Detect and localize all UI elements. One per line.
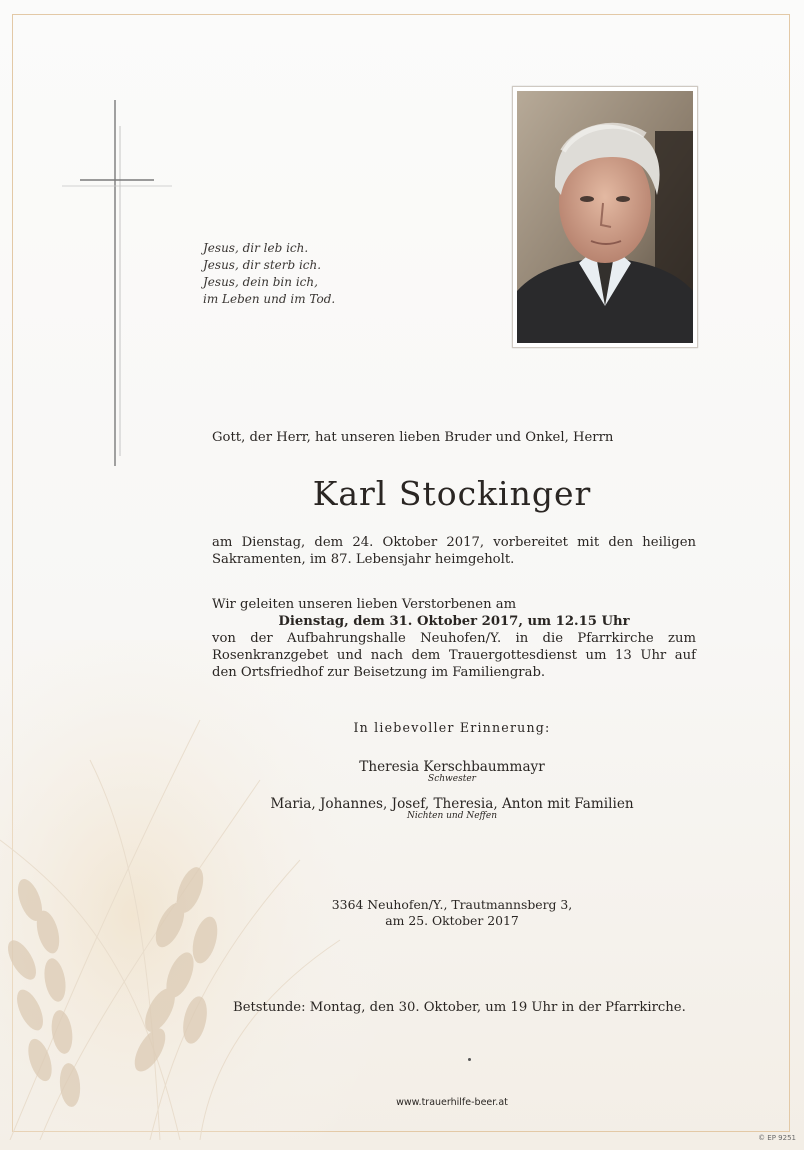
portrait-frame: [512, 86, 698, 348]
prayer-line: Jesus, dir sterb ich.: [203, 258, 322, 272]
mourner-name: Theresia Kerschbaummayr: [359, 759, 545, 775]
website-link[interactable]: www.trauerhilfe-beer.at: [396, 1097, 508, 1108]
prayer-line: im Leben und im Tod.: [203, 292, 336, 306]
funeral-line: Rosenkranzgebet und nach dem Trauergottesdienst um 13 Uhr auf: [212, 648, 696, 663]
portrait-photo: [517, 91, 693, 343]
mourner-relation: Nichten und Neffen: [406, 811, 498, 821]
cross-icon: [60, 96, 180, 476]
funeral-line: den Ortsfriedhof zur Beisetzung im Familiengrab.: [212, 665, 546, 680]
print-code: © EP 9251: [758, 1134, 796, 1142]
funeral-intro: Wir geleiten unseren lieben Verstorbenen am: [212, 597, 517, 612]
wheat-decoration: [0, 640, 380, 1140]
prayer-hour-notice: Betstunde: Montag, den 30. Oktober, um 19 Uhr in der Pfarrkirche.: [233, 1000, 686, 1015]
funeral-line: von der Aufbahrungshalle Neuhofen/Y. in die Pfarrkirche zum: [212, 631, 696, 646]
address-line: 3364 Neuhofen/Y., Trautmannsberg 3,: [331, 897, 573, 912]
death-notice: [212, 534, 696, 568]
intro-text: Gott, der Herr, hat unseren lieben Bruder und Onkel, Herrn: [212, 430, 614, 445]
mourner-entry: [0, 796, 804, 821]
address-block: [0, 897, 804, 929]
prayer-line: Jesus, dir leb ich.: [203, 241, 309, 255]
mourner-entry: [0, 759, 804, 784]
memory-heading: In liebevoller Erinnerung:: [353, 720, 551, 735]
prayer-line: Jesus, dein bin ich,: [203, 275, 318, 289]
funeral-date: Dienstag, dem 31. Oktober 2017, um 12.15 Uhr: [278, 614, 630, 629]
deceased-name: Karl Stockinger: [312, 474, 592, 513]
prayer-verse: [203, 240, 335, 308]
funeral-notice: [212, 596, 696, 681]
death-line: am Dienstag, dem 24. Oktober 2017, vorbereitet mit den heiligen: [212, 535, 696, 550]
divider-dot: [468, 1058, 471, 1061]
death-line: Sakramenten, im 87. Lebensjahr heimgeholt.: [212, 552, 515, 567]
mourner-name: Maria, Johannes, Josef, Theresia, Anton mit Familien: [270, 796, 634, 812]
address-date: am 25. Oktober 2017: [385, 913, 519, 928]
mourner-relation: Schwester: [428, 774, 476, 784]
